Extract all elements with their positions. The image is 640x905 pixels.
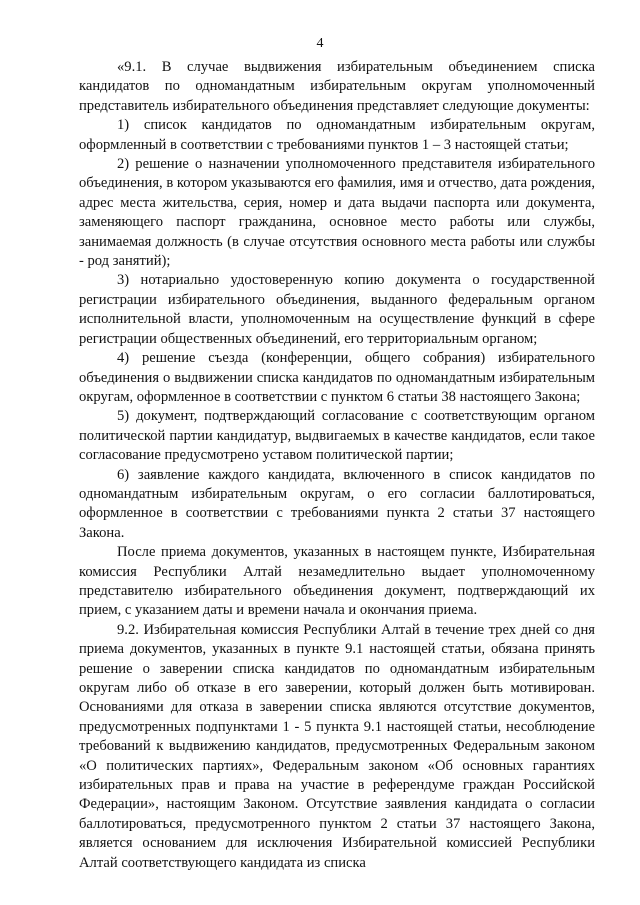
page-number: 4 bbox=[316, 36, 324, 51]
paragraph-after-acceptance: После приема документов, указанных в настоящем пункте, Избирательная комиссия Республики Алтай незамедлительно выдает уполномоченному представителю избирательного объединения документ, подтверждающий их прием, с указанием даты и времени начала и окончания приема. bbox=[79, 544, 595, 619]
paragraph-item-6: 6) заявление каждого кандидата, включенного в список кандидатов по одномандатным избирательным округам, о его согласии баллотироваться, оформленное в соответствии с требованиями пункта 2 статьи 37 настоящего Закона. bbox=[79, 466, 595, 541]
paragraph-item-4: 4) решение съезда (конференции, общего собрания) избирательного объединения о выдвижении списка кандидатов по одномандатным избирательным округам, оформленное в соответствии с пунктом 6 статьи 38 настоящего Закона; bbox=[79, 350, 595, 405]
paragraph-item-5: 5) документ, подтверждающий согласование с соответствующим органом политической партии кандидатур, выдвигаемых в качестве кандидатов, если такое согласование предусмотрено уставом политической партии; bbox=[79, 408, 595, 464]
paragraph-item-1: 1) список кандидатов по одномандатным избирательным округам, оформленный в соответствии с требованиями пунктов 1 – 3 настоящей статьи; bbox=[79, 117, 595, 153]
document-body bbox=[79, 58, 595, 873]
paragraph-item-3: 3) нотариально удостоверенную копию документа о государственной регистрации избирательного объединения, выданного федеральным органом исполнительной власти, уполномоченным на осуществление функций в сфере регистрации общественных объединений, его территориальным органом; bbox=[79, 272, 595, 347]
paragraph-9-2: 9.2. Избирательная комиссия Республики Алтай в течение трех дней со дня приема документов, указанных в пункте 9.1 настоящей статьи, обязана принять решение о заверении списка кандидатов по одномандатным избирательным округам либо об отказе в его заверении, который должен быть мотивирован. Основаниями для отказа в заверении списка являются отсутствие документов, предусмотренных подпунктами 1 - 5 пункта 9.1 настоящей статьи, несоблюдение требований к выдвижению кандидатов, предусмотренных Федеральным законом «О политических партиях», Федеральным законом «Об основных гарантиях избирательных прав и права на участие в референдуме граждан Российской Федерации», настоящим Законом. Отсутствие заявления кандидата о согласии баллотироваться, предусмотренного пунктом 2 статьи 37 настоящего Закона, является основанием для исключения Избирательной комиссией Республики Алтай соответствующего кандидата из списка bbox=[79, 621, 595, 871]
paragraph-item-2: 2) решение о назначении уполномоченного представителя избирательного объединения, в котором указываются его фамилия, имя и отчество, дата рождения, адрес места жительства, серия, номер и дата выдачи паспорта или документа, заменяющего паспорт гражданина, основное место работы или службы, занимаемая должность (в случае отсутствия основного места работы или службы - род занятий); bbox=[79, 156, 595, 270]
paragraph-9-1-intro: «9.1. В случае выдвижения избирательным объединением списка кандидатов по одномандатным избирательным округам уполномоченный представитель избирательного объединения представляет следующие документы: bbox=[79, 59, 595, 114]
